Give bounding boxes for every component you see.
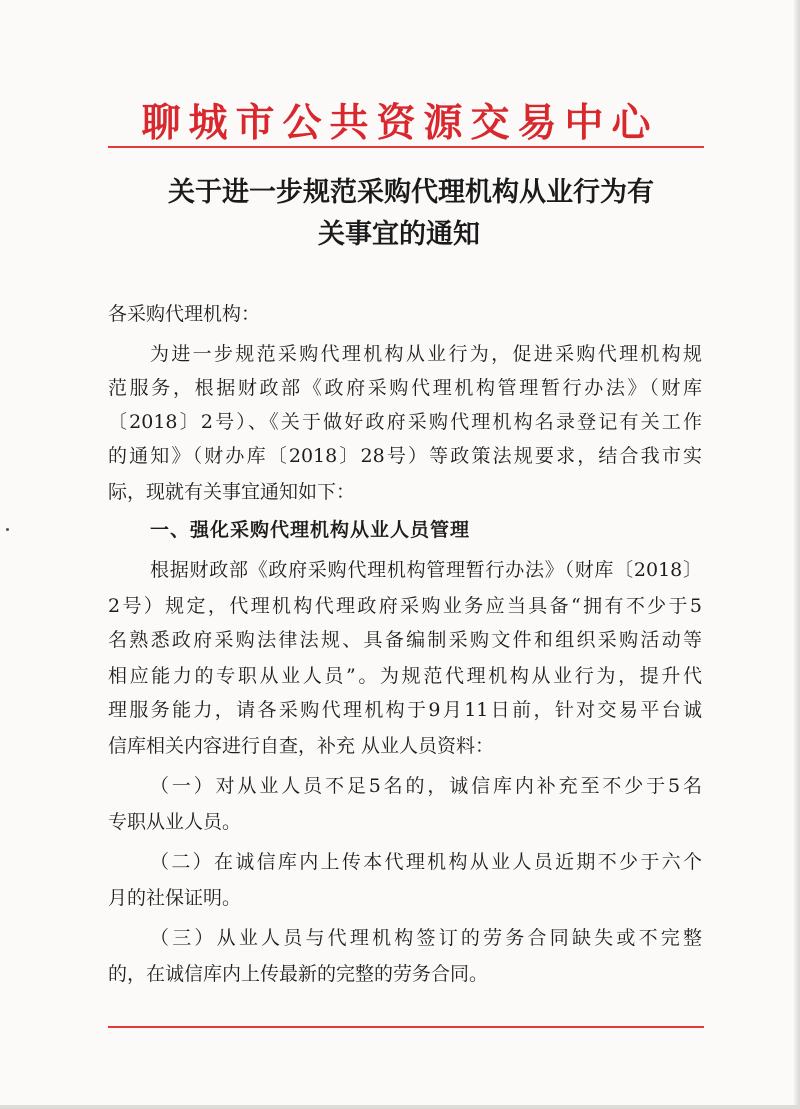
intro-line: 为进一步规范采购代理机构从业行为，促进采购代理机构规 bbox=[150, 343, 702, 365]
scan-edge-shadow bbox=[0, 1105, 800, 1109]
intro-line: 际，现就有关事宜通知如下： bbox=[108, 481, 356, 503]
list-item-line: 专职从业人员。 bbox=[108, 811, 242, 833]
scan-speck bbox=[6, 528, 9, 531]
section-body-line: 理服务能力，请各采购代理机构于9月11日前，针对交易平台诚 bbox=[108, 699, 702, 721]
list-item-line: （二）在诚信库内上传本代理机构从业人员近期不少于六个 bbox=[150, 851, 702, 873]
notice-title-line-2: 关事宜的通知 bbox=[318, 219, 480, 250]
salutation: 各采购代理机构： bbox=[108, 303, 261, 325]
section-body-line: 2号）规定，代理机构代理政府采购业务应当具备“拥有不少于5 bbox=[108, 595, 702, 617]
intro-line: 〔2018〕2号）、《关于做好政府采购代理机构名录登记有关工作 bbox=[108, 411, 702, 433]
section-body-line: 名熟悉政府采购法律法规、具备编制采购文件和组织采购活动等 bbox=[108, 629, 702, 651]
section-body-line: 信库相关内容进行自查，补充 从业人员资料： bbox=[108, 735, 495, 757]
section-heading: 一、强化采购代理机构从业人员管理 bbox=[150, 519, 471, 541]
list-item-line: 的，在诚信库内上传最新的完整的劳务合同。 bbox=[108, 963, 489, 985]
header-red-rule bbox=[108, 146, 704, 148]
notice-title-line-1: 关于进一步规范采购代理机构从业行为有 bbox=[168, 177, 654, 208]
footer-red-rule bbox=[108, 1026, 704, 1028]
section-body-line: 相应能力的专职从业人员”。为规范代理机构从业行为，提升代 bbox=[108, 665, 702, 687]
list-item-line: （三）从业人员与代理机构签订的劳务合同缺失或不完整 bbox=[150, 927, 702, 949]
section-body-line: 根据财政部《政府采购代理机构管理暂行办法》（财库〔2018〕 bbox=[150, 559, 702, 581]
issuing-organization-header: 聊城市公共资源交易中心 bbox=[141, 101, 659, 146]
list-item-line: 月的社保证明。 bbox=[108, 887, 242, 909]
scan-edge-shadow bbox=[794, 0, 800, 1109]
list-item-line: （一）对从业人员不足5名的，诚信库内补充至不少于5名 bbox=[150, 775, 702, 797]
intro-line: 的通知》（财办库〔2018〕28号）等政策法规要求，结合我市实 bbox=[108, 445, 702, 467]
intro-line: 范服务，根据财政部《政府采购代理机构管理暂行办法》（财库 bbox=[108, 377, 702, 399]
